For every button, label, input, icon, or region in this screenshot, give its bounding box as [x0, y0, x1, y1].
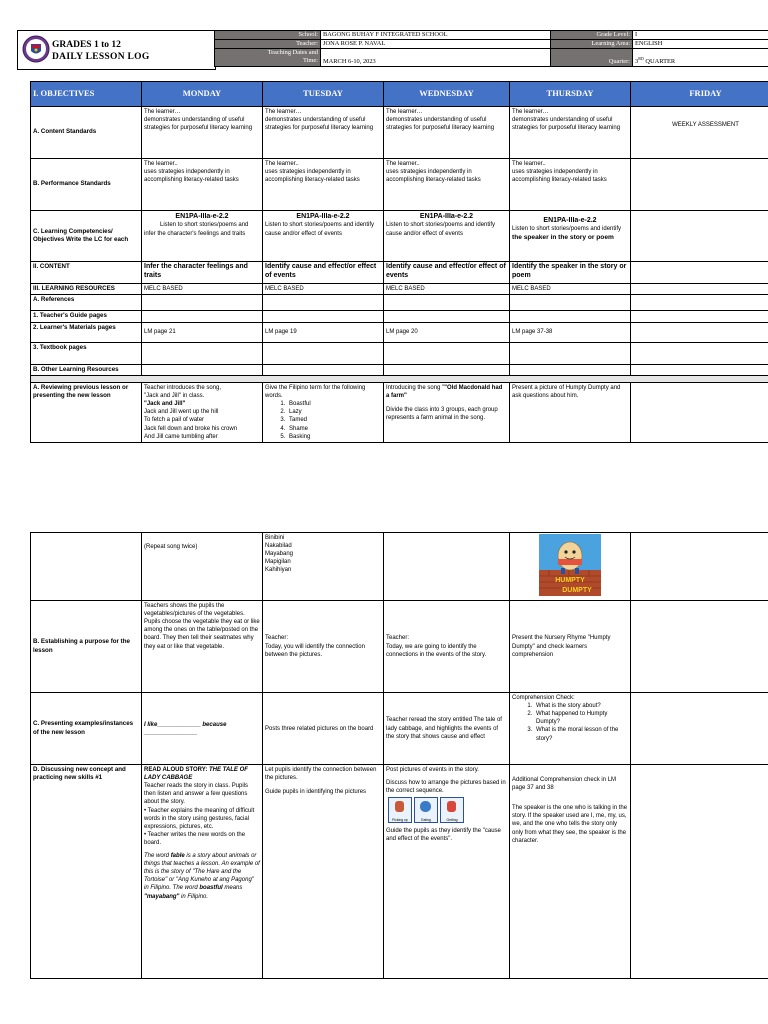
- tuesday-header: TUESDAY: [263, 82, 384, 107]
- teacher-value: JONA ROSE P. NAVAL: [321, 40, 551, 49]
- objectives-header: I. OBJECTIVES: [31, 82, 142, 107]
- presenting-mon: I like_____________ because ________________: [142, 693, 263, 765]
- lm-pages-wed: LM page 20: [384, 322, 510, 342]
- quarter-value: 3RD QUARTER: [633, 49, 768, 67]
- lm-pages-mon: LM page 21: [142, 322, 263, 342]
- other-resources-label: B. Other Learning Resources: [31, 364, 142, 375]
- continuation-label: [31, 533, 142, 601]
- sequence-picture-2: Eating: [414, 797, 438, 823]
- quarter-label: Quarter:: [551, 49, 633, 67]
- resources-fri: [631, 284, 768, 295]
- sequence-pictures: [388, 797, 507, 823]
- competencies-wed: EN1PA-IIIa-e-2.2 Listen to short stories/poems and identify cause and/or effect of events: [384, 211, 510, 262]
- school-label: School:: [215, 31, 321, 40]
- competencies-label: C. Learning Competencies/ Objectives Write the LC for each: [31, 211, 142, 262]
- dates-value: MARCH 6-10, 2023: [321, 49, 551, 67]
- lesson-table-page1: [30, 81, 768, 443]
- reviewing-tue: Give the Filipino term for the following words. 1. Boastful 2. Lazy 3. Tamed 4. Shame 5. Basking: [263, 383, 384, 443]
- content-wed: Identify cause and effect/or effect of events: [384, 262, 510, 284]
- learners-materials-label: 2. Learner's Materials pages: [31, 322, 142, 342]
- performance-standards-thu: The learner.. uses strategies independently in accomplishing literacy-related tasks: [510, 159, 631, 211]
- resources-tue: MELC BASED: [263, 284, 384, 295]
- resources-thu: MELC BASED: [510, 284, 631, 295]
- purpose-tue: Teacher: Today, you will identify the connection between the pictures.: [263, 601, 384, 693]
- performance-standards-wed: The learner.. uses strategies independently in accomplishing literacy-related tasks: [384, 159, 510, 211]
- reviewing-fri: [631, 383, 768, 443]
- deped-seal-icon: [22, 35, 50, 63]
- content-standards-thu: The learner… demonstrates understanding of useful strategies for purposeful literacy learning: [510, 107, 631, 159]
- content-standards-mon: The learner… demonstrates understanding of useful strategies for purposeful literacy learning: [142, 107, 263, 159]
- learning-area-value: ENGLISH: [633, 40, 768, 49]
- content-fri: [631, 262, 768, 284]
- lm-pages-tue: LM page 19: [263, 322, 384, 342]
- weekly-assessment: WEEKLY ASSESSMENT: [631, 107, 768, 159]
- discussing-label: D. Discussing new concept and practicing new skills #1: [31, 765, 142, 979]
- grade-level-value: I: [633, 31, 768, 40]
- content-thu: Identify the speaker in the story or poem: [510, 262, 631, 284]
- wednesday-header: WEDNESDAY: [384, 82, 510, 107]
- filipino-answers: Binibini Nakabilad Mayabang Mapigilan Kahihiyan: [263, 533, 384, 601]
- form-title-grades: GRADES 1 to 12: [52, 40, 121, 50]
- discussing-thu: Additional Comprehension check in LM page 37 and 38 The speaker is the one who is talking in the story. If the speaker used are I, me, my, us, we, and the one who tells the story only only from what they see, the speaker is the character.: [510, 765, 631, 979]
- discussing-wed: Post pictures of events in the story. Discuss how to arrange the pictures based in the correct sequence. Picking up Eating Getting Guide the pupils as they identify the "cause and effect of the events".: [384, 765, 510, 979]
- reviewing-wed: Introducing the song ""Old Macdonald had a farm" Divide the class into 3 groups, each group represents a farm animal in the song.: [384, 383, 510, 443]
- teacher-label: Teacher:: [215, 40, 321, 49]
- school-info-table: [214, 30, 768, 67]
- humpty-caption-1: HUMPTY: [555, 577, 585, 584]
- reviewing-thu: Present a picture of Humpty Dumpty and ask questions about him.: [510, 383, 631, 443]
- form-title-dll: DAILY LESSON LOG: [52, 52, 150, 62]
- resources-mon: MELC BASED: [142, 284, 263, 295]
- humpty-caption-2: DUMPTY: [562, 587, 592, 594]
- content-standards-tue: The learner… demonstrates understanding of useful strategies for purposeful literacy learning: [263, 107, 384, 159]
- lm-pages-thu: LM page 37-38: [510, 322, 631, 342]
- textbook-pages-label: 3. Textbook pages: [31, 342, 142, 364]
- content-standards-label: A. Content Standards: [31, 107, 142, 159]
- logo-title-box: [17, 30, 216, 70]
- reviewing-lesson-label: A. Reviewing previous lesson or presenting the new lesson: [31, 383, 142, 443]
- humpty-dumpty-picture-cell: [510, 533, 631, 601]
- purpose-label: B. Establishing a purpose for the lesson: [31, 601, 142, 693]
- performance-standards-label: B. Performance Standards: [31, 159, 142, 211]
- competencies-mon: EN1PA-IIIa-e-2.2 Listen to short stories/poems and infer the character's feelings and traits: [142, 211, 263, 262]
- teachers-guide-label: 1. Teacher's Guide pages: [31, 311, 142, 322]
- lesson-table-page2: [30, 532, 768, 979]
- sequence-picture-3: Getting: [440, 797, 464, 823]
- learning-area-label: Learning Area:: [551, 40, 633, 49]
- resources-wed: MELC BASED: [384, 284, 510, 295]
- sequence-picture-1: Picking up: [388, 797, 412, 823]
- discussing-tue: Let pupils identify the connection between the pictures. Guide pupils in identifying the pictures: [263, 765, 384, 979]
- performance-standards-mon: The learner.. uses strategies independently in accomplishing literacy-related tasks: [142, 159, 263, 211]
- school-value: BAGONG BUHAY F INTEGRATED SCHOOL: [321, 31, 551, 40]
- monday-header: MONDAY: [142, 82, 263, 107]
- performance-standards-tue: The learner.. uses strategies independently in accomplishing literacy-related tasks: [263, 159, 384, 211]
- presenting-thu: Comprehension Check: 1. What is the story about? 2. What happened to Humpty Dumpty? 3. What is the moral lesson of the story?: [510, 693, 631, 765]
- content-mon: Infer the character feelings and traits: [142, 262, 263, 284]
- competencies-tue: EN1PA-IIIa-e-2.2 Listen to short stories/poems and identify cause and/or effect of events: [263, 211, 384, 262]
- dates-label: Teaching Dates and Time:: [215, 49, 321, 67]
- thursday-header: THURSDAY: [510, 82, 631, 107]
- repeat-song-note: (Repeat song twice): [142, 533, 263, 601]
- purpose-wed: Teacher: Today, we are going to identify the connections in the events of the story.: [384, 601, 510, 693]
- purpose-thu: Present the Nursery Rhyme "Humpty Dumpty" and check learners comprehension: [510, 601, 631, 693]
- reviewing-mon: Teacher introduces the song, "Jack and Jill" in class. "Jack and Jill" Jack and Jill went up the hill To fetch a pail of water Jack fell down and broke his crown And Jill came tumbling after: [142, 383, 263, 443]
- content-tue: Identify cause and effect/or effect of events: [263, 262, 384, 284]
- grade-level-label: Grade Level:: [551, 31, 633, 40]
- references-label: A. References: [31, 295, 142, 311]
- performance-standards-fri: [631, 159, 768, 211]
- purpose-mon: Teachers shows the pupils the vegetables/pictures of the vegetables. Pupils choose the vegetable they eat or like among the ones on the table/posted on the board. They then tell their seatmates why they eat or like that vegetable.: [142, 601, 263, 693]
- humpty-dumpty-image: [539, 534, 601, 596]
- content-label: II. CONTENT: [31, 262, 142, 284]
- presenting-tue: Posts three related pictures on the board: [263, 693, 384, 765]
- competencies-fri: [631, 211, 768, 262]
- continuation-wed: [384, 533, 510, 601]
- learning-resources-label: III. LEARNING RESOURCES: [31, 284, 142, 295]
- presenting-wed: Teacher reread the story entitled The tale of lady cabbage, and highlights the events of the story that shows cause and effect: [384, 693, 510, 765]
- discussing-mon: READ ALOUD STORY: THE TALE OF LADY CABBAGE Teacher reads the story in class. Pupils then listen and answer a few questions about the story. • Teacher explains the meaning of difficult words in the story using gestures, facial expressions, pictures, etc. • Teacher writes the new words on the board. The word fable is a story about animals or things that teaches a lesson. An example of this is the story of "The Hare and the Tortoise" or "Ang Kuneho at ang Pagong" in Filipino. The word boastful means "mayabang" in Filipino.: [142, 765, 263, 979]
- friday-header: FRIDAY: [631, 82, 768, 107]
- content-standards-wed: The learner… demonstrates understanding of useful strategies for purposeful literacy learning: [384, 107, 510, 159]
- procedures-divider: [31, 376, 768, 383]
- lesson-log-header: [17, 30, 768, 70]
- presenting-label: C. Presenting examples/instances of the new lesson: [31, 693, 142, 765]
- competencies-thu: EN1PA-IIIa-e-2.2 Listen to short stories/poems and identify the speaker in the story or poem: [510, 211, 631, 262]
